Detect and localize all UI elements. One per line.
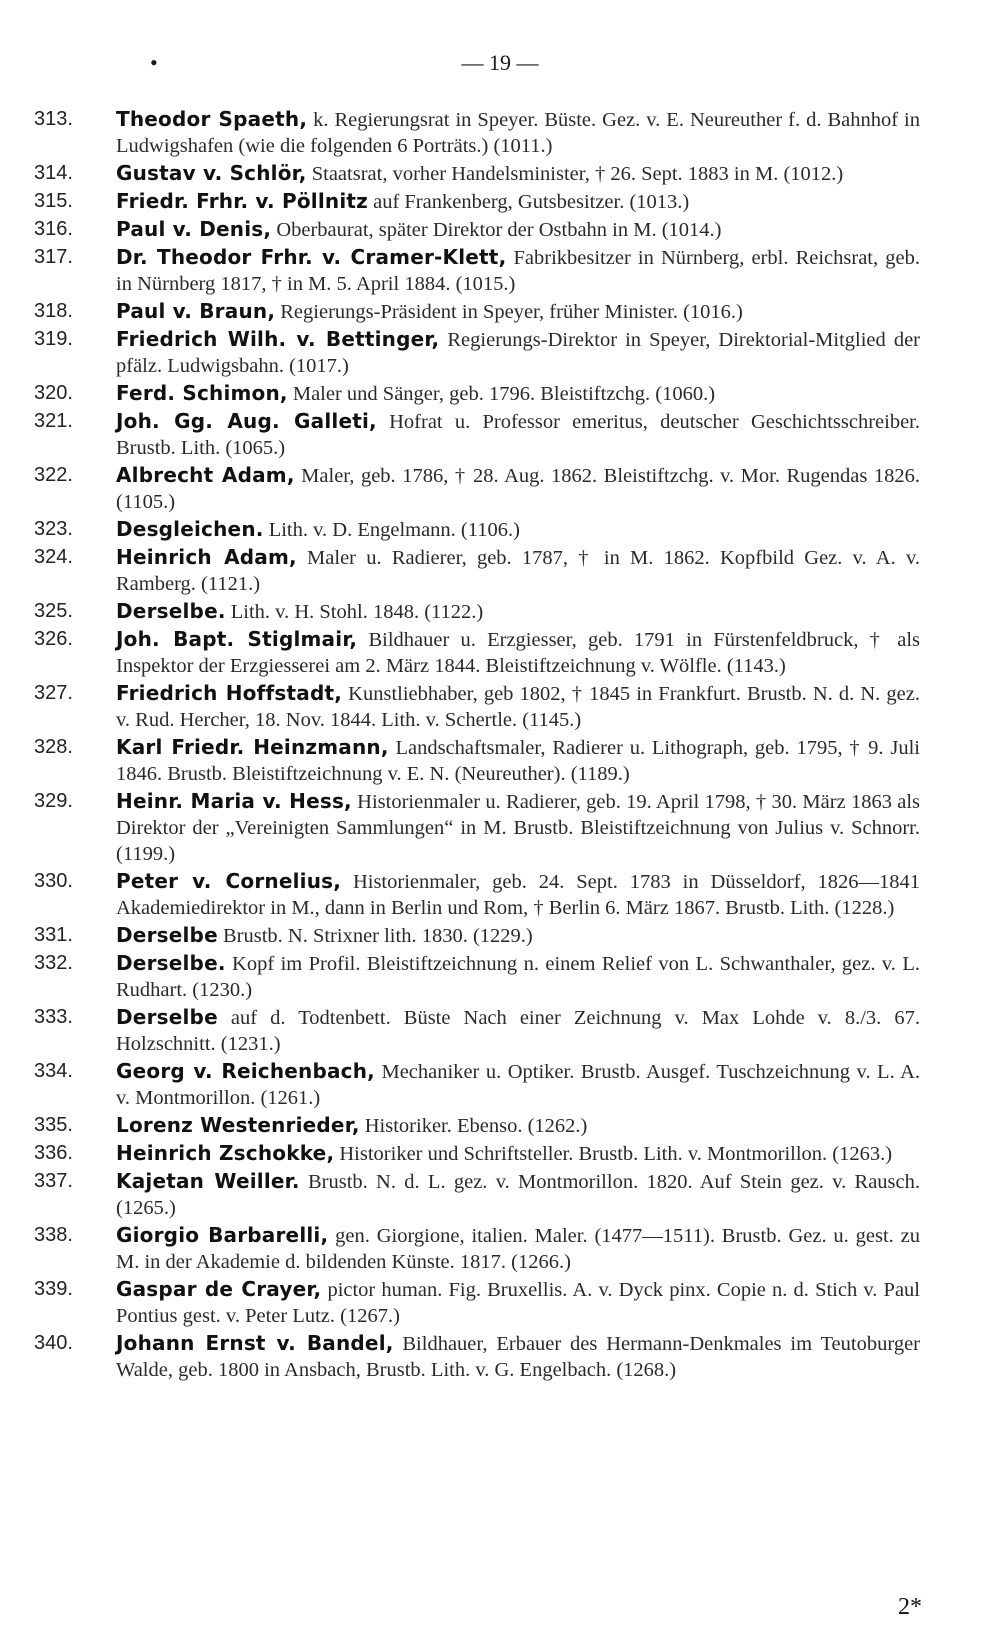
- entry-description: Bildhauer, Erbauer des Hermann-Denkmales im Teutoburger Walde, geb. 1800 in Ansbach, Brustb. Lith. v. G. Engelbach. (1268.): [116, 1333, 920, 1381]
- entry-description: Brustb. N. d. L. gez. v. Montmorillon. 1820. Auf Stein gez. v. Rausch. (1265.): [116, 1171, 920, 1219]
- catalog-entry: [0, 626, 1000, 679]
- entry-description: Kopf im Profil. Bleistiftzeichnung n. einem Relief von L. Schwanthaler, gez. v. L. Rudhart. (1230.): [116, 953, 920, 1001]
- entry-number: 333.: [34, 1006, 73, 1028]
- entry-text: [116, 1112, 920, 1139]
- entry-number: 334.: [34, 1060, 73, 1082]
- entry-text: [116, 380, 920, 407]
- entry-name: Heinr. Maria v. Hess,: [116, 789, 352, 813]
- entry-name: Paul v. Braun,: [116, 299, 276, 323]
- entry-name: Lorenz Westenrieder,: [116, 1113, 360, 1137]
- entry-number: 332.: [34, 952, 73, 974]
- catalog-entry: [0, 868, 1000, 921]
- entry-description: Maler, geb. 1786, † 28. Aug. 1862. Bleistiftzchg. v. Mor. Rugendas 1826. (1105.): [116, 465, 920, 513]
- entry-number: 327.: [34, 682, 73, 704]
- entry-description: auf d. Todtenbett. Büste Nach einer Zeichnung v. Max Lohde v. 8./3. 67. Holzschnitt. (1231.): [116, 1007, 920, 1055]
- catalog-entry: [0, 950, 1000, 1003]
- entry-description: gen. Giorgione, italien. Maler. (1477—1511). Brustb. Gez. u. gest. zu M. in der Akademie d. bildenden Künste. 1817. (1266.): [116, 1225, 921, 1273]
- entry-description: auf Frankenberg, Gutsbesitzer. (1013.): [367, 191, 690, 213]
- entry-text: [116, 1004, 920, 1057]
- catalog-entry: [0, 1276, 1000, 1329]
- entry-number: 318.: [34, 300, 73, 322]
- entry-number: 331.: [34, 924, 73, 946]
- entry-description: Staatsrat, vorher Handelsminister, † 26. Sept. 1883 in M. (1012.): [306, 163, 844, 185]
- entry-number: 323.: [34, 518, 73, 540]
- catalog-entry: [0, 408, 1000, 461]
- entry-description: Fabrikbesitzer in Nürnberg, erbl. Reichsrat, geb. in Nürnberg 1817, † in M. 5. April 1884. (1015.): [116, 247, 920, 295]
- entry-number: 329.: [34, 790, 73, 812]
- entry-number: 337.: [34, 1170, 73, 1192]
- entry-number: 321.: [34, 410, 73, 432]
- entry-number: 326.: [34, 628, 73, 650]
- entry-text: [116, 598, 920, 625]
- entry-text: [116, 462, 920, 515]
- entry-text: [116, 734, 920, 787]
- entry-number: 336.: [34, 1142, 73, 1164]
- catalog-entry: [0, 680, 1000, 733]
- entry-text: [116, 680, 920, 733]
- catalog-entry: [0, 544, 1000, 597]
- catalog-entry: [0, 188, 1000, 215]
- entry-number: 330.: [34, 870, 73, 892]
- catalog-entry: [0, 298, 1000, 325]
- entry-name: Georg v. Reichenbach,: [116, 1059, 375, 1083]
- entry-description: Kunstliebhaber, geb 1802, † 1845 in Frankfurt. Brustb. N. d. N. gez. v. Rud. Hercher, 18. Nov. 1844. Lith. v. Schertle. (1145.): [116, 683, 920, 731]
- entry-text: [116, 1222, 920, 1275]
- entry-description: Historiker und Schriftsteller. Brustb. Lith. v. Montmorillon. (1263.): [334, 1143, 893, 1165]
- entry-text: [116, 326, 920, 379]
- catalog-entry: [0, 1004, 1000, 1057]
- catalog-entry: [0, 922, 1000, 949]
- entry-text: [116, 216, 920, 243]
- entry-number: 319.: [34, 328, 73, 350]
- entry-name: Johann Ernst v. Bandel,: [116, 1331, 394, 1355]
- catalog-entry: [0, 734, 1000, 787]
- entry-number: 335.: [34, 1114, 73, 1136]
- entry-description: Landschaftsmaler, Radierer u. Lithograph, geb. 1795, † 9. Juli 1846. Brustb. Bleistiftzeichnung v. E. N. (Neureuther). (1189.): [116, 737, 920, 785]
- entry-text: [116, 516, 920, 543]
- entry-name: Joh. Gg. Aug. Galleti,: [116, 409, 377, 433]
- entry-text: [116, 244, 920, 297]
- entry-text: [116, 188, 920, 215]
- entry-description: Oberbaurat, später Direktor der Ostbahn in M. (1014.): [271, 219, 722, 241]
- catalog-entry: [0, 244, 1000, 297]
- catalog-entry: [0, 380, 1000, 407]
- signature-mark: 2*: [898, 1594, 922, 1620]
- catalog-entry: [0, 216, 1000, 243]
- entry-text: [116, 408, 920, 461]
- entry-text: [116, 106, 920, 159]
- entry-number: 315.: [34, 190, 73, 212]
- entry-text: [116, 160, 920, 187]
- entry-name: Kajetan Weiller.: [116, 1169, 300, 1193]
- page-number: — 19 —: [461, 50, 539, 75]
- entry-number: 322.: [34, 464, 73, 486]
- entry-name: Derselbe.: [116, 951, 226, 975]
- entry-description: Historiker. Ebenso. (1262.): [359, 1115, 588, 1137]
- catalog-entries: [0, 106, 1000, 1384]
- catalog-entry: [0, 1222, 1000, 1275]
- entry-number: 325.: [34, 600, 73, 622]
- catalog-entry: [0, 1168, 1000, 1221]
- entry-text: [116, 868, 920, 921]
- entry-description: Historienmaler u. Radierer, geb. 19. April 1798, † 30. März 1863 als Direktor der „Vereinigten Sammlungen“ in M. Brustb. Bleistiftzeichnung von Julius v. Schnorr. (1199.): [116, 791, 921, 865]
- entry-number: 313.: [34, 108, 73, 130]
- entry-name: Friedr. Frhr. v. Pöllnitz: [116, 189, 368, 213]
- entry-name: Heinrich Adam,: [116, 545, 297, 569]
- entry-number: 339.: [34, 1278, 73, 1300]
- entry-description: Regierungs-Präsident in Speyer, früher Minister. (1016.): [275, 301, 743, 323]
- entry-text: [116, 1276, 920, 1329]
- entry-name: Joh. Bapt. Stiglmair,: [116, 627, 358, 651]
- page-header: [0, 50, 1000, 76]
- entry-name: Peter v. Cornelius,: [116, 869, 342, 893]
- entry-description: Bildhauer u. Erzgiesser, geb. 1791 in Fürstenfeldbruck, † als Inspektor der Erzgiesserei am 2. März 1844. Bleistiftzeichnung v. Wölfle. (1143.): [116, 629, 920, 677]
- entry-description: Maler u. Radierer, geb. 1787, † in M. 1862. Kopfbild Gez. v. A. v. Ramberg. (1121.): [116, 547, 920, 595]
- entry-name: Albrecht Adam,: [116, 463, 295, 487]
- entry-name: Gustav v. Schlör,: [116, 161, 307, 185]
- catalog-entry: [0, 1058, 1000, 1111]
- entry-description: k. Regierungsrat in Speyer. Büste. Gez. v. E. Neureuther f. d. Bahnhof in Ludwigshafen (wie die folgenden 6 Porträts.) (1011.): [116, 109, 920, 157]
- catalog-entry: [0, 462, 1000, 515]
- entry-name: Derselbe.: [116, 599, 226, 623]
- entry-text: [116, 922, 920, 949]
- entry-text: [116, 788, 920, 867]
- entry-name: Theodor Spaeth,: [116, 107, 308, 131]
- catalog-entry: [0, 106, 1000, 159]
- entry-number: 340.: [34, 1332, 73, 1354]
- catalog-entry: [0, 326, 1000, 379]
- entry-text: [116, 1058, 920, 1111]
- entry-number: 324.: [34, 546, 73, 568]
- entry-text: [116, 298, 920, 325]
- entry-number: 314.: [34, 162, 73, 184]
- entry-description: Maler und Sänger, geb. 1796. Bleistiftzchg. (1060.): [287, 383, 716, 405]
- entry-description: Mechaniker u. Optiker. Brustb. Ausgef. Tuschzeichnung v. L. A. v. Montmorillon. (1261.): [116, 1061, 920, 1109]
- catalog-entry: [0, 1112, 1000, 1139]
- entry-description: Lith. v. D. Engelmann. (1106.): [263, 519, 520, 541]
- entry-description: Hofrat u. Professor emeritus, deutscher Geschichtsschreiber. Brustb. Lith. (1065.): [116, 411, 921, 459]
- catalog-entry: [0, 160, 1000, 187]
- entry-name: Gaspar de Crayer,: [116, 1277, 322, 1301]
- entry-name: Dr. Theodor Frhr. v. Cramer-Klett,: [116, 245, 507, 269]
- catalog-entry: [0, 516, 1000, 543]
- entry-name: Ferd. Schimon,: [116, 381, 288, 405]
- entry-text: [116, 626, 920, 679]
- entry-name: Friedrich Wilh. v. Bettinger,: [116, 327, 440, 351]
- entry-number: 320.: [34, 382, 73, 404]
- catalog-entry: [0, 1330, 1000, 1383]
- catalog-entry: [0, 788, 1000, 867]
- entry-text: [116, 1168, 920, 1221]
- entry-text: [116, 544, 920, 597]
- entry-description: Regierungs-Direktor in Speyer, Direktorial-Mitglied der pfälz. Ludwigsbahn. (1017.): [116, 329, 920, 377]
- entry-text: [116, 1330, 920, 1383]
- entry-description: pictor human. Fig. Bruxellis. A. v. Dyck pinx. Copie n. d. Stich v. Paul Pontius gest. v. Peter Lutz. (1267.): [116, 1279, 920, 1327]
- bullet-mark: •: [150, 50, 158, 75]
- entry-number: 328.: [34, 736, 73, 758]
- entry-text: [116, 950, 920, 1003]
- entry-description: Brustb. N. Strixner lith. 1830. (1229.): [217, 925, 533, 947]
- entry-name: Derselbe: [116, 923, 218, 947]
- entry-description: Historienmaler, geb. 24. Sept. 1783 in Düsseldorf, 1826—1841 Akademiedirektor in M., dann in Berlin und Rom, † Berlin 6. März 1867. Brustb. Lith. (1228.): [116, 871, 920, 919]
- entry-name: Heinrich Zschokke,: [116, 1141, 335, 1165]
- entry-name: Paul v. Denis,: [116, 217, 272, 241]
- entry-number: 338.: [34, 1224, 73, 1246]
- entry-text: [116, 1140, 920, 1167]
- entry-name: Friedrich Hoffstadt,: [116, 681, 343, 705]
- entry-number: 316.: [34, 218, 73, 240]
- entry-number: 317.: [34, 246, 73, 268]
- entry-description: Lith. v. H. Stohl. 1848. (1122.): [225, 601, 484, 623]
- catalog-entry: [0, 598, 1000, 625]
- catalog-entry: [0, 1140, 1000, 1167]
- entry-name: Giorgio Barbarelli,: [116, 1223, 329, 1247]
- entry-name: Karl Friedr. Heinzmann,: [116, 735, 389, 759]
- entry-name: Derselbe: [116, 1005, 218, 1029]
- entry-name: Desgleichen.: [116, 517, 264, 541]
